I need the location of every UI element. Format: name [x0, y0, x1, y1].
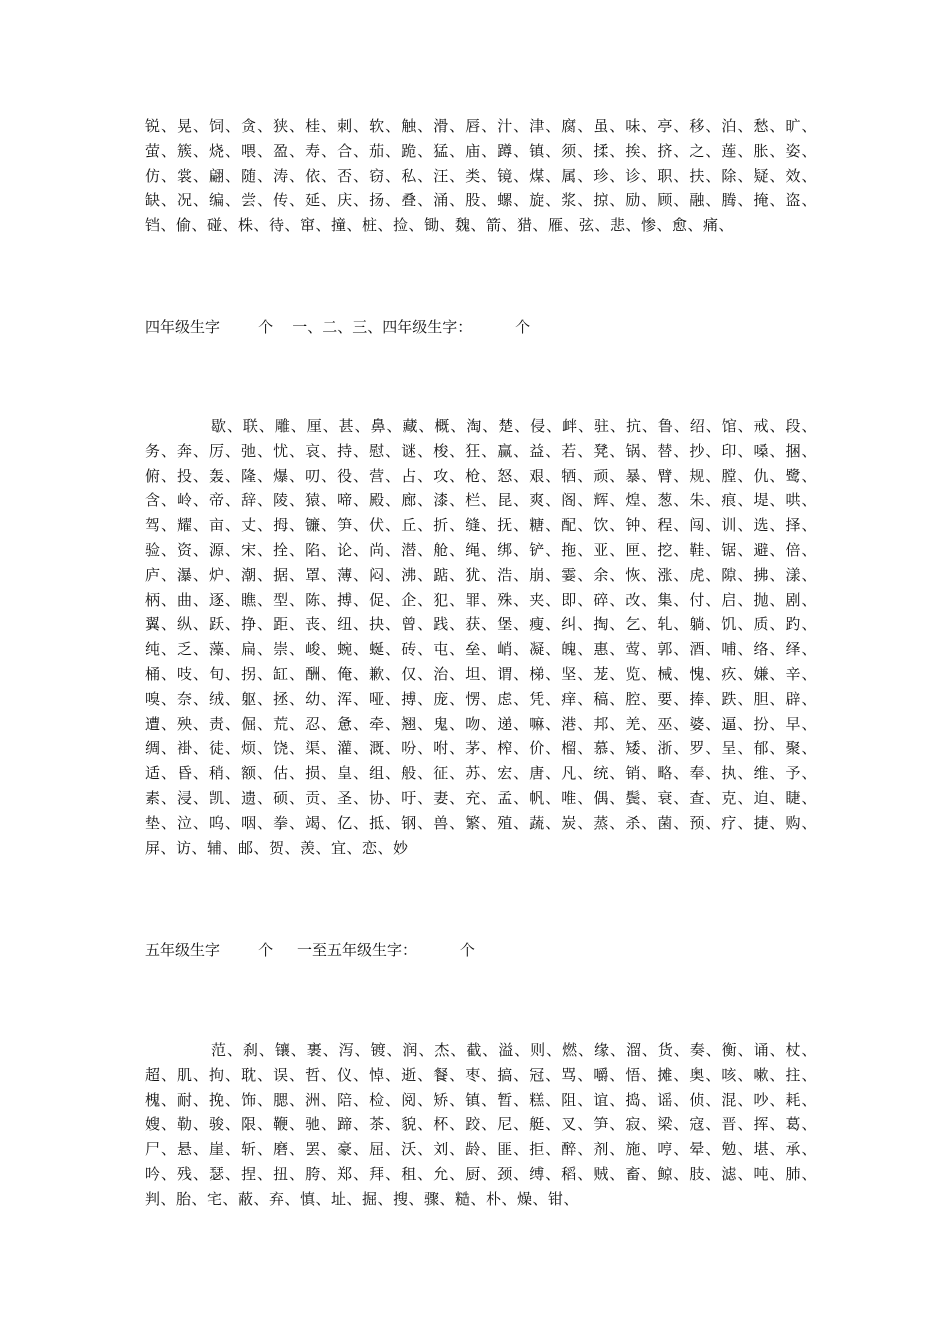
- grade3-character-list: 锐、晃、饲、贪、狭、桂、刺、软、触、滑、唇、汁、津、腐、虽、味、亭、移、泊、愁、旷、萤、簇、烧、喂、盈、寿、合、茄、跪、猛、庙、蹲、镇、须、揉、挨、挤、之、莲、胀、姿、仿、裳、翩、随、涛、依、否、窃、私、汪、类、镜、煤、属、珍、诊、职、扶、除、疑、效、缺、况、编、尝、传、延、庆、扬、叠、涌、股、螺、旋、浆、掠、励、顾、融、腾、掩、盗、铛、偷、碰、株、待、窜、撞、桩、捡、锄、魏、箭、猎、雁、弦、悲、惨、愈、痛、: [145, 117, 817, 235]
- grade5-character-list: 范、刹、镶、裹、泻、镀、润、杰、截、溢、则、燃、缘、溜、货、奏、衡、诵、杖、超、肌、拘、耽、误、哲、仪、悼、逝、餐、枣、搞、冠、骂、嚼、悟、摊、奥、咳、嗽、拄、槐、耐、挽、饰、腮、洲、陪、检、阅、矫、镇、暂、糕、阻、谊、捣、谣、侦、混、吵、耗、嫂、勒、骏、限、鞭、驰、蹄、茶、貌、杯、跤、尼、艇、叉、笋、寂、梁、寇、晋、挥、葛、尸、悬、崖、斩、磨、罢、豪、屈、沃、刘、龄、匪、拒、醉、剂、施、哼、晕、勉、堪、承、吟、残、瑟、捏、扭、胯、郑、拜、租、允、厨、颈、缚、稻、贼、畜、鲸、肢、滤、吨、肺、判、胎、宅、蔽、弃、慎、址、掘、搜、骤、糙、朴、燥、钳、: [145, 1041, 817, 1208]
- grade5-heading: 五年级生字 个 一至五年级生字： 个: [145, 941, 475, 959]
- grade4-heading: 四年级生字 个 一、二、三、四年级生字： 个: [145, 318, 531, 336]
- grade4-character-list: 歇、联、雕、厘、甚、鼻、藏、概、淘、楚、侵、衅、驻、抗、鲁、绍、馆、戒、段、务、奔、厉、弛、忧、哀、持、慰、谜、梭、狂、赢、益、若、凳、锅、替、抄、印、嗓、捆、俯、投、轰、隆、爆、叨、役、营、占、攻、枪、怒、艰、牺、顽、暴、臂、规、膛、仇、鹭、含、岭、帝、辞、陵、猿、啼、殿、廊、漆、栏、昆、爽、阁、辉、煌、葱、朱、痕、堤、哄、驾、耀、亩、丈、拇、镰、笋、伏、丘、折、缝、抚、糖、配、饮、钟、程、闯、训、选、择、验、资、源、宋、拴、陷、论、尚、潜、舱、绳、绑、铲、拖、亚、匣、挖、鞋、锯、避、倍、庐、瀑、炉、潮、据、罩、薄、闷、沸、踮、犹、浩、崩、霎、余、恢、涨、虎、隙、拂、漾、柄、曲、逐、瞧、型、陈、搏、促、企、犯、罪、殊、夹、即、碎、改、集、付、启、抛、剧、翼、纵、跃、挣、距、丧、纽、抉、曾、践、获、堡、瘦、纠、掏、乞、轧、躺、饥、质、趵、纯、乏、藻、扁、崇、峻、蜿、蜒、砖、屯、垒、峭、凝、魄、惠、莺、郭、酒、哺、络、绎、桶、吱、旬、拐、缸、酬、俺、歉、仅、治、坦、谓、梯、坚、茏、览、械、愧、疚、嫌、辛、嗅、奈、绒、躯、拯、幼、浑、哑、搏、庞、愣、虑、凭、痒、稿、腔、要、捧、跌、胆、辟、遭、殃、责、倔、荒、忍、惫、牵、翘、鬼、吻、递、嘛、港、邦、羌、巫、婆、逼、扮、早、绸、褂、徒、烦、饶、渠、灌、溉、吩、咐、茅、榨、价、榴、慕、矮、浙、罗、呈、郁、聚、适、昏、稍、额、估、损、皇、组、般、征、苏、宏、唐、凡、统、销、略、奉、执、维、予、素、浸、凯、遗、硕、贡、圣、协、吁、妻、充、孟、帆、唯、偶、鬓、衰、查、克、迫、睫、垫、泣、呜、咽、拳、竭、亿、抵、钢、兽、繁、殖、蔬、炭、蒸、杀、菌、预、疗、捷、购、屏、访、辅、邮、贺、羡、宜、恋、妙: [145, 417, 817, 857]
